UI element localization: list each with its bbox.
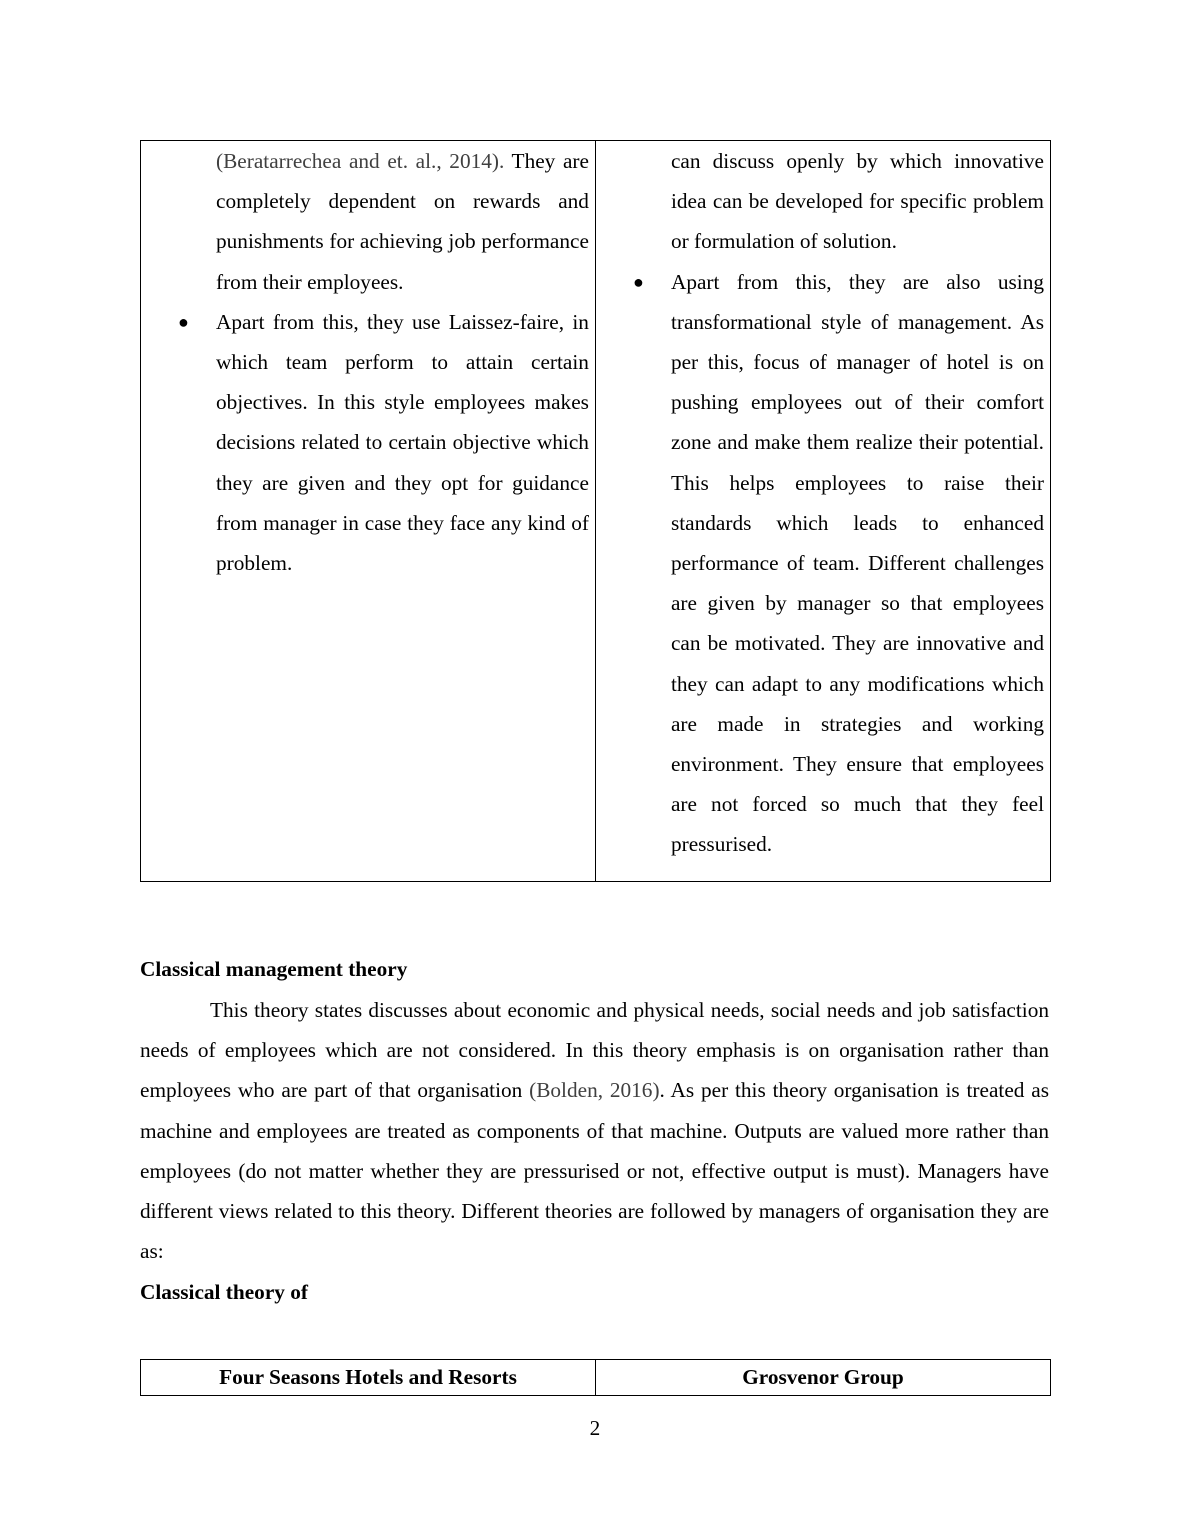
right-bullet-text: Apart from this, they are also using transformational style of management. As per this, focus of manager of hotel is on pushing employees out of their comfort zone and make them realize their potential. This helps employees to raise their standards which leads to enhanced performance of team. Different challenges are given by manager so that employees can be motivated. They are innovative and they can adapt to any modifications which are made in strategies and working environment. They ensure that employees are not forced so much that they feel pressurised. (670, 269, 1044, 857)
bullet-icon: ● (178, 311, 189, 332)
citation: (Beratarrechea and et. al., 2014). (216, 149, 505, 173)
citation: (Bolden, 2016) (529, 1078, 660, 1103)
right-continued-paragraph: can discuss openly by which innovative idea can be developed for specific problem or formulation of solution. (670, 149, 1044, 254)
subsection-heading: Classical theory of (140, 1280, 308, 1304)
table-cell-right (595, 141, 1050, 882)
left-continued-text: They are completely dependent on rewards and punishments for achieving job performance from their employees. (216, 149, 589, 294)
column-header-grosvenor: Grosvenor Group (595, 1360, 1050, 1396)
column-header-four-seasons: Four Seasons Hotels and Resorts (141, 1360, 596, 1396)
left-continued-paragraph (216, 141, 589, 302)
comparison-table-header (140, 1359, 1051, 1396)
left-bullet-item (178, 302, 589, 583)
comparison-table-continued (140, 140, 1051, 882)
bullet-icon: ● (632, 271, 644, 292)
paragraph-text-b: . As per this theory organisation is treated as machine and employees are treated as components of that machine. Outputs are valued more rather than employees (do not matter whether they are pressurised or not, effective output is must). Managers have different views related to this theory. Different theories are followed by managers of organisation they are as: (140, 1078, 1049, 1264)
section-paragraph (140, 990, 1049, 1271)
paragraph-text-a: This theory states discusses about economic and physical needs, social needs and job satisfaction needs of employees which are not considered. In this theory emphasis is on organisation rather than employees who are part of that organisation (140, 998, 1049, 1103)
table-cell-left (141, 141, 596, 882)
page-number: 2 (589, 1416, 601, 1440)
section-heading: Classical management theory (140, 957, 408, 981)
right-bullet-item (632, 262, 1044, 865)
left-bullet-text: Apart from this, they use Laissez-faire, in which team perform to attain certain objectives. In this style employees makes decisions related to certain objective which they are given and they opt for guidance from manager in case they face any kind of problem. (216, 309, 589, 576)
